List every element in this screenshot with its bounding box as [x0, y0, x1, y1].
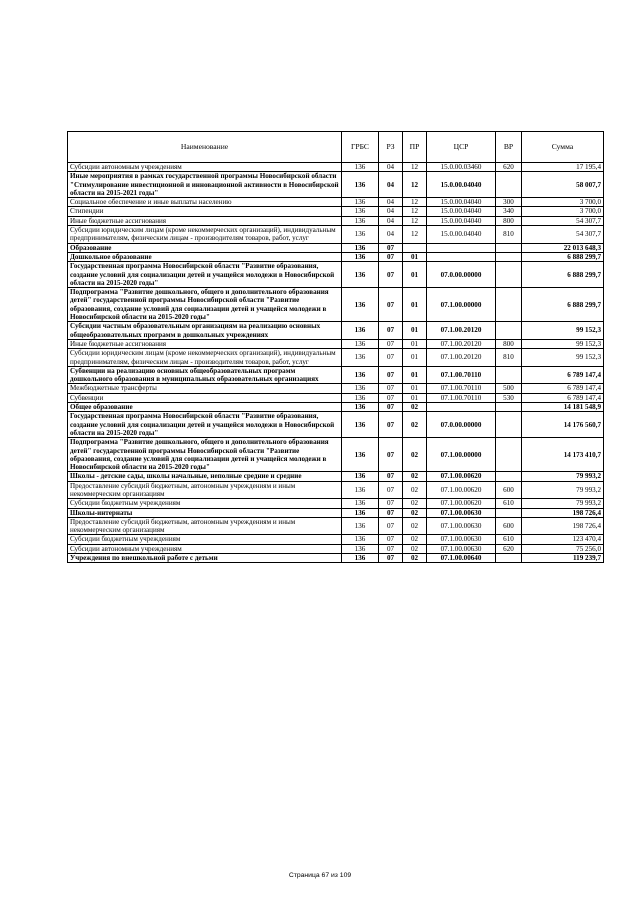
cell-sum: 3 700,0 — [522, 198, 604, 207]
table-row — [68, 384, 604, 393]
cell-sum: 198 726,4 — [522, 508, 604, 517]
cell-grbs: 136 — [342, 438, 379, 472]
cell-name: Субсидии юридическим лицам (кроме некоммерческих организаций), индивидуальным предпринимателям, физическим лицам - производителям товаров, работ, услуг — [68, 349, 342, 367]
cell-pr: 01 — [403, 349, 427, 367]
cell-pr — [403, 243, 427, 252]
header-sum: Сумма — [522, 132, 604, 163]
cell-pr: 01 — [403, 339, 427, 348]
cell-rz: 07 — [379, 349, 403, 367]
table-row — [68, 207, 604, 216]
cell-pr: 01 — [403, 393, 427, 402]
cell-pr: 02 — [403, 403, 427, 412]
cell-sum: 79 993,2 — [522, 499, 604, 508]
cell-pr: 12 — [403, 207, 427, 216]
cell-grbs: 136 — [342, 349, 379, 367]
header-csr: ЦСР — [427, 132, 496, 163]
cell-sum: 75 256,0 — [522, 544, 604, 553]
cell-pr: 02 — [403, 554, 427, 563]
cell-sum: 123 470,4 — [522, 535, 604, 544]
cell-csr — [427, 243, 496, 252]
cell-grbs: 136 — [342, 499, 379, 508]
cell-grbs: 136 — [342, 216, 379, 225]
cell-csr: 07.1.00.00630 — [427, 508, 496, 517]
cell-vr — [496, 412, 522, 438]
cell-name: Иные бюджетные ассигнования — [68, 216, 342, 225]
cell-rz: 07 — [379, 262, 403, 288]
cell-csr: 15.0.00.04040 — [427, 198, 496, 207]
cell-vr — [496, 366, 522, 384]
cell-rz: 07 — [379, 544, 403, 553]
cell-sum: 17 195,4 — [522, 163, 604, 172]
header-vr: ВР — [496, 132, 522, 163]
cell-grbs: 136 — [342, 252, 379, 261]
cell-vr — [496, 262, 522, 288]
cell-name: Субсидии частным образовательным организациям на реализацию основных общеобразовательных программ в дошкольных учреждениях — [68, 322, 342, 340]
cell-grbs: 136 — [342, 384, 379, 393]
cell-csr: 07.1.00.00630 — [427, 517, 496, 535]
cell-vr: 600 — [496, 517, 522, 535]
cell-rz: 07 — [379, 366, 403, 384]
cell-pr: 02 — [403, 412, 427, 438]
cell-name: Учреждения по внешкольной работе с детьми — [68, 554, 342, 563]
table-row — [68, 366, 604, 384]
cell-csr: 15.0.00.04040 — [427, 172, 496, 198]
cell-sum: 6 888 299,7 — [522, 262, 604, 288]
cell-grbs: 136 — [342, 554, 379, 563]
cell-rz: 07 — [379, 481, 403, 499]
table-row — [68, 393, 604, 402]
cell-rz: 07 — [379, 535, 403, 544]
cell-name: Дошкольное образование — [68, 252, 342, 261]
cell-name: Подпрограмма "Развитие дошкольного, общего и дополнительного образования детей" государственной программы Новосибирской области "Развитие образования, создание условий для социализации детей и учащейся молодежи в Новосибирской области на 2015-2020 годы" — [68, 438, 342, 472]
cell-rz: 04 — [379, 163, 403, 172]
cell-pr: 12 — [403, 216, 427, 225]
cell-grbs: 136 — [342, 226, 379, 244]
cell-rz: 07 — [379, 384, 403, 393]
cell-csr: 07.1.00.20120 — [427, 349, 496, 367]
cell-csr: 07.1.00.20120 — [427, 322, 496, 340]
cell-vr: 610 — [496, 535, 522, 544]
table-row — [68, 517, 604, 535]
cell-pr: 02 — [403, 438, 427, 472]
table-row — [68, 544, 604, 553]
cell-vr: 600 — [496, 481, 522, 499]
cell-vr: 340 — [496, 207, 522, 216]
cell-vr — [496, 438, 522, 472]
cell-name: Иные мероприятия в рамках государственной программы Новосибирской области "Стимулирование инвестиционной и инновационной активности в Новосибирской области на 2015-2021 годы" — [68, 172, 342, 198]
cell-pr: 12 — [403, 163, 427, 172]
table-row — [68, 499, 604, 508]
cell-csr: 07.1.00.70110 — [427, 366, 496, 384]
cell-csr: 07.1.00.70110 — [427, 384, 496, 393]
table-row — [68, 554, 604, 563]
cell-csr: 07.1.00.00640 — [427, 554, 496, 563]
cell-csr: 07.1.00.00620 — [427, 499, 496, 508]
cell-csr: 07.1.00.70110 — [427, 393, 496, 402]
table-row — [68, 288, 604, 322]
cell-pr: 02 — [403, 481, 427, 499]
cell-name: Предоставление субсидий бюджетным, автономным учреждениям и иным некоммерческим организациям — [68, 481, 342, 499]
header-grbs: ГРБС — [342, 132, 379, 163]
table-row — [68, 339, 604, 348]
table-row — [68, 403, 604, 412]
table-row — [68, 262, 604, 288]
cell-rz: 07 — [379, 438, 403, 472]
cell-pr: 12 — [403, 172, 427, 198]
cell-rz: 07 — [379, 499, 403, 508]
cell-vr: 620 — [496, 544, 522, 553]
cell-vr — [496, 322, 522, 340]
cell-name: Субвенции — [68, 393, 342, 402]
cell-grbs: 136 — [342, 288, 379, 322]
cell-pr: 01 — [403, 262, 427, 288]
header-name: Наименование — [68, 132, 342, 163]
cell-vr — [496, 243, 522, 252]
cell-csr: 07.1.00.00620 — [427, 472, 496, 481]
cell-rz: 07 — [379, 288, 403, 322]
cell-name: Общее образование — [68, 403, 342, 412]
cell-sum: 79 993,2 — [522, 481, 604, 499]
table-row — [68, 252, 604, 261]
cell-vr — [496, 508, 522, 517]
cell-rz: 04 — [379, 172, 403, 198]
cell-name: Субсидии бюджетным учреждениям — [68, 499, 342, 508]
cell-rz: 07 — [379, 508, 403, 517]
cell-grbs: 136 — [342, 481, 379, 499]
cell-grbs: 136 — [342, 393, 379, 402]
cell-vr — [496, 554, 522, 563]
cell-sum: 198 726,4 — [522, 517, 604, 535]
cell-pr: 01 — [403, 366, 427, 384]
cell-vr: 530 — [496, 393, 522, 402]
cell-name: Субсидии автономным учреждениям — [68, 163, 342, 172]
cell-sum: 54 307,7 — [522, 216, 604, 225]
cell-name: Образование — [68, 243, 342, 252]
cell-sum: 22 013 648,3 — [522, 243, 604, 252]
cell-pr: 12 — [403, 226, 427, 244]
cell-grbs: 136 — [342, 172, 379, 198]
cell-vr — [496, 288, 522, 322]
cell-name: Иные бюджетные ассигнования — [68, 339, 342, 348]
cell-name: Подпрограмма "Развитие дошкольного, общего и дополнительного образования детей" государственной программы Новосибирской области "Развитие образования, создание условий для социализации детей и учащейся молодежи в Новосибирской области на 2015-2020 годы" — [68, 288, 342, 322]
cell-name: Государственная программа Новосибирской области "Развитие образования, создание условий для социализации детей и учащейся молодежи в Новосибирской области на 2015-2020 годы" — [68, 412, 342, 438]
cell-vr: 800 — [496, 216, 522, 225]
cell-rz: 04 — [379, 216, 403, 225]
cell-name: Государственная программа Новосибирской области "Развитие образования, создание условий для социализации детей и учащейся молодежи в Новосибирской области на 2015-2020 годы" — [68, 262, 342, 288]
header-pr: ПР — [403, 132, 427, 163]
cell-csr: 07.1.00.00000 — [427, 288, 496, 322]
cell-vr: 810 — [496, 226, 522, 244]
cell-vr: 810 — [496, 349, 522, 367]
cell-sum: 14 176 560,7 — [522, 412, 604, 438]
cell-name: Предоставление субсидий бюджетным, автономным учреждениям и иным некоммерческим организациям — [68, 517, 342, 535]
cell-csr: 15.0.00.04040 — [427, 216, 496, 225]
cell-name: Школы - детские сады, школы начальные, неполные средние и средние — [68, 472, 342, 481]
cell-grbs: 136 — [342, 412, 379, 438]
cell-csr: 07.1.00.00630 — [427, 535, 496, 544]
cell-pr: 02 — [403, 508, 427, 517]
cell-pr: 02 — [403, 535, 427, 544]
cell-sum: 3 700,0 — [522, 207, 604, 216]
table-header-row — [68, 132, 604, 163]
table-row — [68, 438, 604, 472]
cell-rz: 07 — [379, 393, 403, 402]
cell-rz: 07 — [379, 403, 403, 412]
table-row — [68, 349, 604, 367]
cell-name: Субсидии юридическим лицам (кроме некоммерческих организаций), индивидуальным предпринимателям, физическим лицам - производителям товаров, работ, услуг — [68, 226, 342, 244]
table-row — [68, 481, 604, 499]
cell-grbs: 136 — [342, 472, 379, 481]
cell-pr: 02 — [403, 499, 427, 508]
cell-vr — [496, 472, 522, 481]
cell-grbs: 136 — [342, 163, 379, 172]
cell-rz: 07 — [379, 339, 403, 348]
cell-sum: 6 888 299,7 — [522, 252, 604, 261]
cell-sum: 6 789 147,4 — [522, 393, 604, 402]
cell-pr: 01 — [403, 384, 427, 393]
table-row — [68, 508, 604, 517]
cell-csr: 15.0.00.04040 — [427, 207, 496, 216]
table-row — [68, 198, 604, 207]
cell-grbs: 136 — [342, 366, 379, 384]
cell-rz: 07 — [379, 243, 403, 252]
cell-sum: 54 307,7 — [522, 226, 604, 244]
cell-grbs: 136 — [342, 198, 379, 207]
cell-sum: 14 173 410,7 — [522, 438, 604, 472]
table-row — [68, 216, 604, 225]
cell-pr: 02 — [403, 517, 427, 535]
cell-sum: 6 789 147,4 — [522, 384, 604, 393]
cell-grbs: 136 — [342, 243, 379, 252]
cell-rz: 07 — [379, 517, 403, 535]
cell-sum: 119 239,7 — [522, 554, 604, 563]
cell-vr: 610 — [496, 499, 522, 508]
cell-pr: 02 — [403, 472, 427, 481]
cell-rz: 07 — [379, 472, 403, 481]
cell-csr: 07.1.00.00000 — [427, 438, 496, 472]
cell-name: Школы-интернаты — [68, 508, 342, 517]
table-row — [68, 172, 604, 198]
cell-csr: 15.0.00.03460 — [427, 163, 496, 172]
budget-table — [67, 131, 604, 563]
cell-vr: 300 — [496, 198, 522, 207]
cell-sum: 6 888 299,7 — [522, 288, 604, 322]
table-row — [68, 226, 604, 244]
cell-grbs: 136 — [342, 517, 379, 535]
cell-grbs: 136 — [342, 322, 379, 340]
cell-grbs: 136 — [342, 403, 379, 412]
cell-pr: 01 — [403, 322, 427, 340]
cell-csr — [427, 403, 496, 412]
table-row — [68, 412, 604, 438]
table-body — [68, 163, 604, 563]
cell-sum: 99 152,3 — [522, 339, 604, 348]
cell-csr: 07.1.00.20120 — [427, 339, 496, 348]
cell-csr: 15.0.00.04040 — [427, 226, 496, 244]
cell-rz: 07 — [379, 252, 403, 261]
cell-rz: 07 — [379, 554, 403, 563]
cell-sum: 99 152,3 — [522, 322, 604, 340]
cell-name: Субсидии автономным учреждениям — [68, 544, 342, 553]
cell-vr — [496, 172, 522, 198]
table-row — [68, 472, 604, 481]
table-row — [68, 535, 604, 544]
cell-csr: 07.0.00.00000 — [427, 412, 496, 438]
cell-grbs: 136 — [342, 207, 379, 216]
table-row — [68, 243, 604, 252]
page-number: Страница 67 из 109 — [288, 872, 352, 879]
cell-rz: 04 — [379, 198, 403, 207]
cell-name: Субсидии бюджетным учреждениям — [68, 535, 342, 544]
cell-name: Стипендии — [68, 207, 342, 216]
cell-name: Межбюджетные трансферты — [68, 384, 342, 393]
cell-sum: 58 007,7 — [522, 172, 604, 198]
cell-vr — [496, 403, 522, 412]
cell-grbs: 136 — [342, 262, 379, 288]
cell-grbs: 136 — [342, 535, 379, 544]
cell-grbs: 136 — [342, 339, 379, 348]
cell-sum: 14 181 548,9 — [522, 403, 604, 412]
cell-sum: 6 789 147,4 — [522, 366, 604, 384]
cell-vr — [496, 252, 522, 261]
cell-csr: 07.1.00.00620 — [427, 481, 496, 499]
cell-pr: 02 — [403, 544, 427, 553]
table-row — [68, 322, 604, 340]
cell-rz: 04 — [379, 226, 403, 244]
cell-name: Субвенции на реализацию основных общеобразовательных программ дошкольного образования в муниципальных образовательных организациях — [68, 366, 342, 384]
cell-grbs: 136 — [342, 544, 379, 553]
cell-rz: 07 — [379, 412, 403, 438]
cell-pr: 12 — [403, 198, 427, 207]
table-row — [68, 163, 604, 172]
cell-csr: 07.1.00.00630 — [427, 544, 496, 553]
cell-csr — [427, 252, 496, 261]
cell-pr: 01 — [403, 288, 427, 322]
cell-grbs: 136 — [342, 508, 379, 517]
cell-vr: 800 — [496, 339, 522, 348]
cell-sum: 99 152,3 — [522, 349, 604, 367]
cell-vr: 500 — [496, 384, 522, 393]
cell-csr: 07.0.00.00000 — [427, 262, 496, 288]
cell-pr: 01 — [403, 252, 427, 261]
cell-rz: 07 — [379, 322, 403, 340]
header-rz: РЗ — [379, 132, 403, 163]
cell-vr: 620 — [496, 163, 522, 172]
cell-sum: 79 993,2 — [522, 472, 604, 481]
cell-rz: 04 — [379, 207, 403, 216]
cell-name: Социальное обеспечение и иные выплаты населению — [68, 198, 342, 207]
